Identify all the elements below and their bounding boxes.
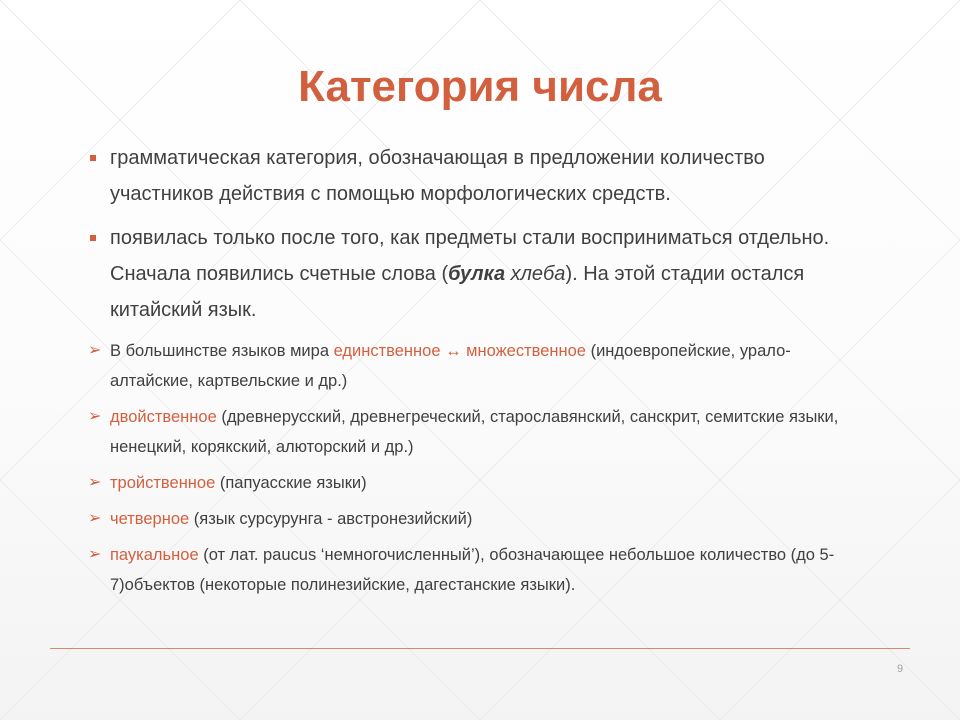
sub-bullet-item (88, 540, 868, 600)
sub-bullet-term: единственное ↔ множественное (333, 342, 586, 360)
square-bullet-icon (90, 235, 96, 241)
bullet-item (88, 220, 868, 328)
example-bold-word: булка (448, 263, 506, 285)
sub-bullet-term: четверное (110, 510, 190, 528)
sub-bullet-rest: (древнерусский, древнегреческий, старославянский, санскрит, семитские языки, ненецкий, корякский, алюторский и др.) (110, 408, 839, 456)
arrow-bullet-icon: ➢ (88, 408, 102, 425)
sub-bullet-item (88, 336, 868, 396)
slide-content (88, 140, 868, 606)
sub-bullet-item (88, 402, 868, 462)
arrow-bullet-icon: ➢ (88, 474, 102, 491)
sub-bullet-rest: (папуасские языки) (215, 474, 367, 492)
example-italic-word: хлеба (505, 263, 566, 285)
footer-divider (50, 648, 910, 649)
bullet-text: появилась только после того, как предметы стали восприниматься отдельно. Сначала появились счетные слова ( (110, 227, 830, 285)
sub-bullet-rest: (язык сурсурунга - австронезийский) (189, 510, 473, 528)
arrow-bullet-icon: ➢ (88, 546, 102, 563)
sub-bullet-item (88, 504, 868, 534)
arrow-bullet-icon: ➢ (88, 510, 102, 527)
arrow-bullet-icon: ➢ (88, 342, 102, 359)
slide-title: Категория числа (298, 62, 662, 111)
sub-bullet-rest: (от лат. paucus ‘немногочисленный’), обозначающее небольшое количество (до 5-7)объектов (некоторые полинезийские, дагестанские языки). (110, 546, 835, 594)
sub-bullet-rest: (индоевропейские, урало-алтайские, картвельские и др.) (110, 342, 791, 390)
sub-bullet-prefix: В большинстве языков мира (110, 342, 334, 360)
square-bullet-icon (90, 155, 96, 161)
bullet-text: грамматическая категория, обозначающая в предложении количество участников действия с помощью морфологических средств. (110, 147, 765, 205)
page-number: 9 (896, 663, 904, 675)
bullet-item (88, 140, 868, 212)
sub-bullet-term: двойственное (110, 408, 217, 426)
sub-bullet-item (88, 468, 868, 498)
sub-bullet-term: паукальное (110, 546, 199, 564)
bullet-text-end: ). На этой стадии остался китайский язык. (110, 263, 805, 321)
sub-bullet-term: тройственное (110, 474, 216, 492)
